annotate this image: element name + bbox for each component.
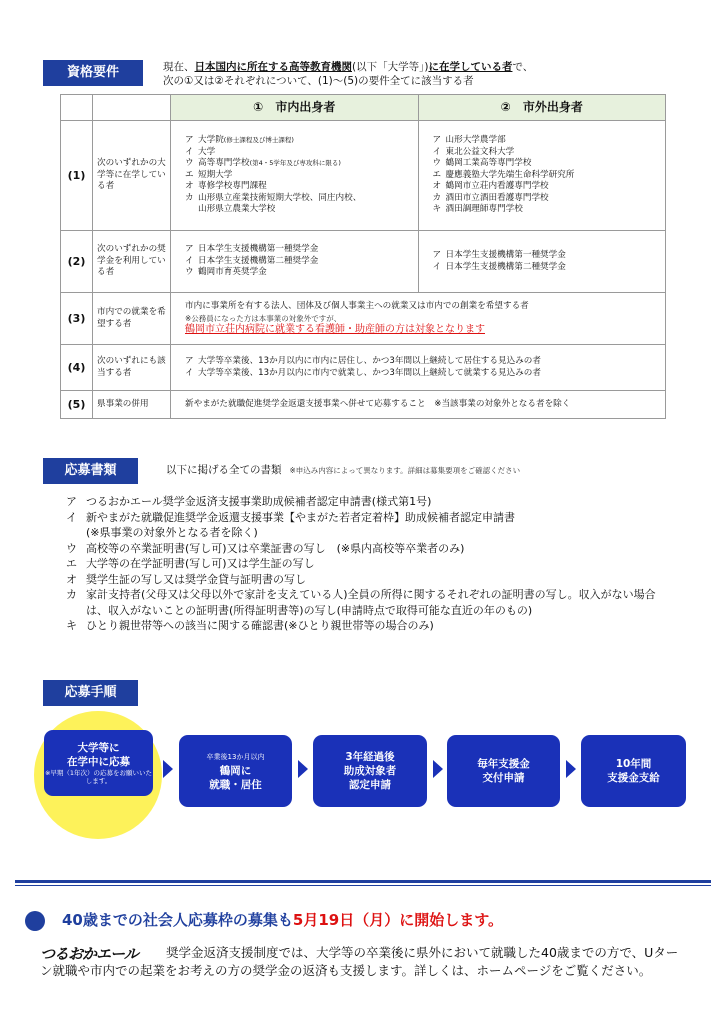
- table-row: (1) 次のいずれかの大学等に在学している者 ア 大学院(修士課程及び博士課程) イ 大学 ウ 高等専門学校(第4・5学年及び専攻科に限る) エ 短期大学 オ 専修学校専門課程 カ 山形県立産業技術短期大学校、同庄内校、 山形県立農業大学校 ア 山形大学農学部 イ 東北公益文科大学 ウ 鶴岡工業高等専門学校 エ 慶應義塾大学先端生命科学研究所 オ 鶴岡市立荘内看護専門学校 カ 酒田市立酒田看護専門学校 キ 酒田調理師専門学校: [61, 121, 666, 231]
- list-item: イ 新やまがた就職促進奨学金返還支援事業【やまがた若者定着枠】助成候補者認定申請書: [66, 510, 515, 524]
- nurse-eligibility-note: 鶴岡市立荘内病院に就業する看護師・助産師の方は対象となります: [185, 324, 485, 336]
- list-item: エ 大学等の在学証明書(写し可)又は学生証の写し: [66, 557, 315, 570]
- list-item: (※県事業の対象外となる者を除く): [86, 526, 258, 539]
- footer-text: 奨学金返済支援制度では、大学等の卒業後に県外において就職した40歳までの方で、Uターン就職や市内での起業をお考えの方の奨学金の返済も支援します。詳しくは、ホームページをご覧ください。: [40, 945, 679, 978]
- divider: [15, 880, 711, 883]
- list-item: ウ 高校等の卒業証明書(写し可)又は卒業証書の写し (※県内高校等卒業者のみ): [66, 541, 465, 555]
- bullet-icon: [25, 911, 45, 931]
- table-row: (5) 県事業の併用 新やまがた就職促進奨学金返還支援事業へ併せて応募すること ※当該事業の対象外となる者を除く: [61, 391, 666, 419]
- step-certify: 3年経過後 助成対象者 認定申請: [313, 735, 427, 807]
- brand-logo: つるおかエール: [40, 945, 138, 963]
- step-apply: 大学等に 在学中に応募 ※早期（1年次）の応募をお願いいたします。: [44, 730, 153, 796]
- table-row: (4) 次のいずれにも該当する者 ア 大学等卒業後、13か月以内に市内に居住し、かつ3年間以上継続して居住する見込みの者 イ 大学等卒業後、13か月以内に市内で就業し、かつ3年間以上継続して就業する見込みの者: [61, 345, 666, 391]
- divider: [15, 885, 711, 886]
- intro-text: 現在、日本国内に所在する高等教育機関(以下「大学等」)に在学している者で、 次の①又は②それぞれについて、(1)～(5)の要件全てに該当する者: [163, 61, 534, 87]
- col-header-outside: ② 市外出身者: [418, 95, 666, 121]
- list-item: キ ひとり親世帯等への該当に関する確認書(※ひとり親世帯等の場合のみ): [66, 619, 434, 632]
- qualification-table: [60, 94, 666, 419]
- list-item: オ 奨学生証の写し又は奨学金貸与証明書の写し: [66, 572, 306, 586]
- step-annual: 毎年支援金 交付申請: [447, 735, 560, 807]
- list-item: ア つるおかエール奨学金返済支援事業助成候補者認定申請書(様式第1号): [66, 495, 432, 508]
- section-label-documents: 応募書類: [43, 458, 138, 484]
- announcement: 40歳までの社会人応募枠の募集も5月19日（月）に開始します。: [62, 911, 504, 929]
- step-employ: 卒業後13か月以内 鶴岡に 就職・居住: [179, 735, 292, 807]
- col-header-inside: ① 市内出身者: [171, 95, 419, 121]
- documents-heading: 以下に掲げる全ての書類 ※申込み内容によって異なります。詳細は募集要項をご確認ください: [166, 464, 521, 476]
- documents-list: [66, 494, 666, 634]
- list-item: カ 家計支持者(父母又は父母以外で家計を支えている人)全員の所得に関するそれぞれの証明書の写し。収入がない場合は、収入がないことの証明書(所得証明書等)の写し(申請時点で取得可能な直近の年のもの): [66, 588, 656, 617]
- arrow-icon: [298, 760, 308, 778]
- arrow-icon: [566, 760, 576, 778]
- arrow-icon: [433, 760, 443, 778]
- table-row: (3) 市内での就業を希望する者 市内に事業所を有する法人、団体及び個人事業主への就業又は市内での創業を希望する者 ※公務員になった方は本事業の対象外ですが、 鶴岡市立荘内病院に就業する看護師・助産師の方は対象となります: [61, 293, 666, 345]
- section-label-procedure: 応募手順: [43, 680, 138, 706]
- section-label-qualification: 資格要件: [43, 60, 143, 86]
- arrow-icon: [163, 760, 173, 778]
- table-row: (2) 次のいずれかの奨学金を利用している者 ア 日本学生支援機構第一種奨学金 イ 日本学生支援機構第二種奨学金 ウ 鶴岡市育英奨学金 ア 日本学生支援機構第一種奨学金 イ 日本学生支援機構第二種奨学金: [61, 231, 666, 293]
- step-payment: 10年間 支援金支給: [581, 735, 686, 807]
